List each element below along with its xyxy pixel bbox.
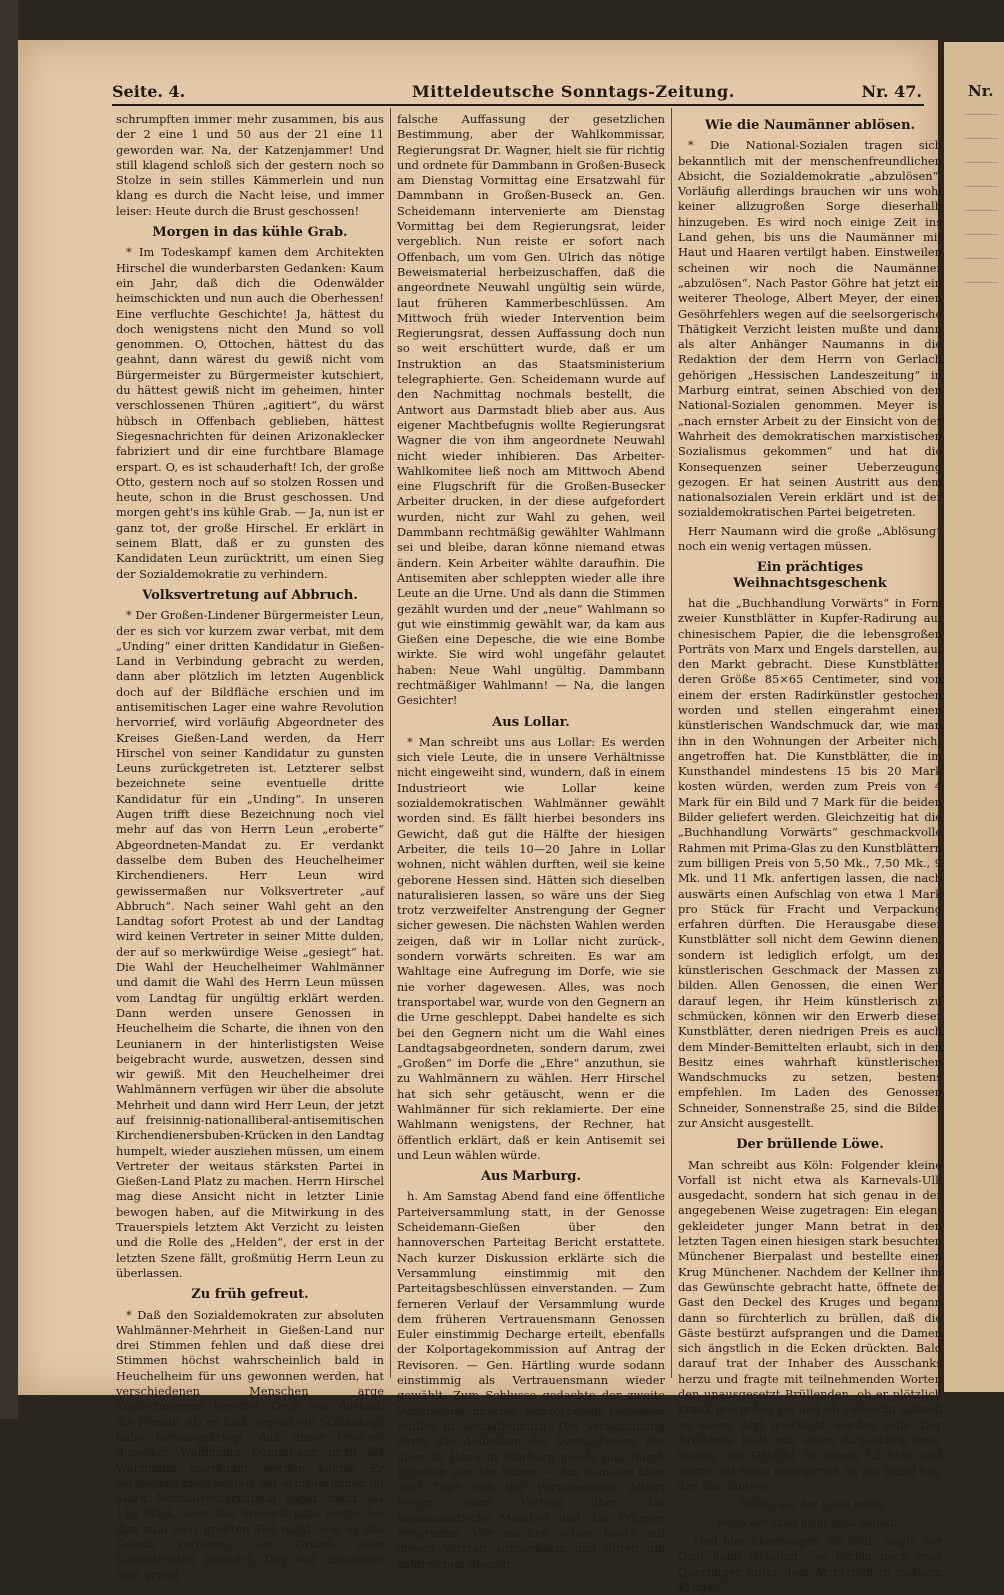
next-page-text-line	[964, 234, 998, 244]
next-page-text-line	[964, 282, 998, 292]
book-binding	[0, 0, 18, 1419]
article-text: hat die „Buchhandlung Vorwärts“ in Form zweier Kunstblätter in Kupfer-Radirung auf chinesischem Papier, die die lebensgroßen Porträts von Marx und Engels darstellen, auf den Markt gebracht. Diese Kunstblätter, deren Größe 85×65 Centimeter, sind von einem der ersten Radirkünstler gestochen worden und stellen eingerahmt einen künstlerischen Wandschmuck dar, wie man ihn in den Wohnungen der Arbeiter nicht angetroffen hat. Die Kunstblätter, die im Kunsthandel mindestens 15 bis 20 Mark kosten würden, werden zum Preis von 4 Mark für ein Bild und 7 Mark für die beiden Bilder geliefert werden. Gleichzeitig hat die „Buchhandlung Vorwärts“ geschmackvolle Rahmen mit Prima-Glas zu den Kunstblättern zum billigen Preis von 5,50 Mk., 7,50 Mk., 9 Mk. und 11 Mk. anfertigen lassen, die nach auswärts einen Aufschlag von etwa 1 Mark pro Stück für Fracht und Verpackung erfahren dürften. Die Herausgabe dieser Kunstblätter soll nicht dem Gewinn dienen, sondern ist lediglich erfolgt, um den künstlerischen Geschmack der Massen zu bilden. Allen Genossen, die einen Wert darauf legen, ihr Heim künstlerisch zu schmücken, können wir den Erwerb dieser Kunstblätter, deren niedrigen Preis es auch dem Minder-Bemittelten erlaubt, sich in den Besitz eines wahrhaft künstlerischen Wandschmucks zu setzen, bestens empfehlen. Im Laden des Genossen Schneider, Sonnenstraße 25, sind die Bilder zur Ansicht ausgestellt.	[678, 595, 942, 1130]
article-text: Herr Naumann wird die große „Ablösung“ noch ein wenig vertagen müssen.	[678, 523, 942, 554]
article-text: Man schreibt aus Köln: Folgender kleine Vorfall ist nicht etwa als Karnevals-Ulk ausgedacht, sondern hat sich genau in der angegebenen Weise zugetragen: Ein elegant gekleideter junger Mann betrat in den letzten Tagen einen hiesigen stark besuchten Münchener Bierpalast und bestellte einen Krug Münchener. Nachdem der Kellner ihm das Gewünschte gebracht hatte, öffnete der Gast den Deckel des Kruges und begann dann so fürchterlich zu brüllen, daß die Gäste bestürzt aufsprangen und die Damen sich ängstlich in die Ecken drückten. Bald darauf trat der Inhaber des Ausschanks herzu und fragte mit teilnehmenden Worten den unausgesetzt Brüllenden, ob er plötzlich krank geworden sei und ob vielleicht schnell zu einem Arzt geschickt werden solle. Der Brüllende hielt nun einen Augenblick inne, verzog das Gesicht zu einem Lächeln und zeigte auf einen Sinnspruch an der Wand hin, der also lautete:	[678, 1157, 942, 1493]
article-text: * Die National-Sozialen tragen sich bekanntlich mit der menschenfreundlichen Absicht, die Sozialdemokratie „abzulösen“. Vorläufig allerdings brauchen wir uns wohl keiner allzugroßen Sorge dieserhalb hinzugeben. Es wird noch einige Zeit ins Land gehen, bis uns die Naumänner mit Haut und Haaren vertilgt haben. Einstweilen scheinen wir noch die Naumänner „abzulösen“. Nach Pastor Göhre hat jetzt ein weiterer Theologe, Albert Meyer, der einen Gesöhrfehlers wegen auf die seelsorgerische Thätigkeit Verzicht leisten mußte und dann als alter Anhänger Naumanns in die Redaktion der dem Herrn von Gerlach gehörigen „Hessischen Landeszeitung“ in Marburg eintrat, seinen Abschied von den National-Sozialen genommen. Meyer ist „nach ernster Arbeit zu der Einsicht von der Wahrheit des demokratischen marxistischen Sozialismus gekommen“ und hat die Konsequenzen seiner Ueberzeugung gezogen. Er hat seinen Austritt aus dem nationalsozialen Verein erklärt und ist der sozialdemokratischen Partei beigetreten.	[678, 138, 942, 520]
next-page-text-line	[964, 138, 998, 148]
article-text: * Man schreibt uns aus Lollar: Es werden sich viele Leute, die in unsere Verhältnisse nicht eingeweiht sind, wundern, daß in einem Industrieort wie Lollar keine sozialdemokratischen Wahlmänner gewählt worden sind. Es fällt hierbei besonders ins Gewicht, daß gut die Hälfte der hiesigen Arbeiter, die teils 10—20 Jahre in Lollar wohnen, nicht wählen durften, weil sie keine geborene Hessen sind. Hätten sich dieselben naturalisieren lassen, so wäre uns der Sieg trotz verzweifelter Anstrengung der Gegner sicher gewesen. Die nächsten Wahlen werden zeigen, daß wir in Lollar nicht zurück-, sondern vorwärts schreiten. Es war am Wahltage eine Aufregung im Dorfe, wie sie nie vorher dagewesen. Alles, was noch transportabel war, wurde von den Gegnern an die Urne geschleppt. Dabei handelte es sich bei den Gegnern nicht um die Wahl eines Landtagsabgeordneten, sondern darum, zwei „Großen“ im Dorfe die „Ehre“ anzuthun, sie zu Wahlmännern zu wählen. Herr Hirschel hat sich sehr getäuscht, wenn er die Wahlmänner für sich reklamierte. Der eine Wahlmann wenigstens, der Rechner, hat öffentlich erklärt, daß er kein Antisemit sei und Leun wählen würde.	[397, 734, 665, 1162]
article-text: h. Am Samstag Abend fand eine öffentliche Parteiversammlung statt, in der Genosse Scheidemann-Gießen über den hannoverschen Parteitag Bericht erstattete. Nach kurzer Diskussion erklärte sich die Versammlung einstimmig mit den Parteitagsbeschlüssen einverstanden. — Zum ferneren Verlauf der Versammlung wurde dem früheren Vertrauensmann Genossen Euler einstimmig Decharge erteilt, ebenfalls der Kolportagekommission auf Antrag der Revisoren. — Gen. Härtling wurde sodann einstimmig als Vertrauensmann wieder gewählt. Zum Schlusse gedachte der zweite Vorsitzende unseres verstorbenen Genossen Müller in Aschaffenburg. Die Versammlung ehrte das Andenken des Verstorbenen, der über 40 Jahre in Marburg gelebt hat, durch Erheben von den Sitzen. — Am Samstag über acht Tage hält der Parteigenosse Albert Meyer einen Vortrag über das kommunistische Manifest und das Erfurter Programm. Wir machen schon heute auf diesen Vortrag aufmerksam und bitten um zahlreichen Besuch.	[397, 1189, 665, 1571]
column-divider	[671, 108, 672, 1378]
page-header	[112, 82, 922, 104]
column-divider	[390, 108, 391, 1378]
article-heading: Wie die Naumänner ablösen.	[704, 118, 916, 133]
article-heading: Aus Lollar.	[492, 714, 570, 730]
article-heading: Zu früh gefreut.	[191, 1287, 309, 1303]
page-label: Seite. 4.	[112, 82, 186, 101]
article-text: * Daß den Sozialdemokraten zur absoluten Wahlmänner-Mehrheit in Gießen-Land nur drei Stimmen fehlen und daß diese drei Stimmen höchst wahrscheinlich bald in Heuchelheim für uns gewonnen werden, hat verschiedenen Menschen arge Kopfschmerzen bereitet. Groß war deshalb die Freude, als es hieß, irgend ein Schlaukopf habe herausgekriegt, daß unser Großen-Busecker Wahlmann Dammbann nicht als Wahlmann anerkannt werden könne. Er versteuere zwar anstatt der erforderlichen 80 Mark Normalsteuerkapital sogar mehr als 110 Mark, aber das Steuerkapital werde bei ihm zum weit größten Teil nicht, wie es das Gesetz verlange, aus Grund- oder Kapitalrenten gebildet. Das war allerdings eine grund-	[116, 1307, 384, 1582]
column-1	[116, 112, 384, 1582]
article-heading: Der brüllende Löwe.	[736, 1137, 884, 1153]
article-heading: Aus Marburg.	[480, 1169, 582, 1185]
article-text: falsche Auffassung der gesetzlichen Bestimmung, aber der Wahlkommissar, Regierungsrat Dr. Wagner, hielt sie für richtig und ordnete für Dammbann in Großen-Buseck am Dienstag Vormittag eine Ersatzwahl für Dammbann in Großen-Buseck an. Gen. Scheidemann intervenierte am Dienstag Vormittag bei dem Regierungsrat, leider vergeblich. Nun reiste er sofort nach Offenbach, um vom Gen. Ulrich das nötige Beweismaterial herbeizuschaffen, daß die angeordnete Neuwahl ungültig sein würde, laut früheren Kammerbeschlüssen. Am Mittwoch früh wieder Intervention beim Regierungsrat, dessen Auffassung doch nun so weit erschüttert wurde, daß er um Instruktion an das Staatsministerium telegraphierte. Gen. Scheidemann wurde auf den Nachmittag nochmals bestellt, die Antwort aus Darmstadt blieb aber aus. Aus eigener Machtbefugnis wollte Regierungsrat Wagner die von ihm angeordnete Neuwahl nicht wieder inhibieren. Das Arbeiter-Wahlkomitee ließ noch am Mittwoch Abend eine Flugschrift für die Großen-Busecker Arbeiter drucken, in der diese aufgefordert wurden, nicht zur Wahl zu gehen, weil Dammbann rechtmäßig gewählter Wahlmann sei und bleibe, daran könne niemand etwas ändern. Kein Arbeiter wählte daraufhin. Die Antisemiten aber schleppten wieder alle ihre Leute an die Urne. Und als dann die Stimmen gezählt wurden und der „neue“ Wahlmann so gut wie einstimmig gewählt war, da kam aus Gießen eine Depesche, die wie eine Bombe wirkte. Sie wird wohl ungefähr gelautet haben: Neue Wahl ungültig. Dammbann rechtmäßiger Wahlmann! — Na, die langen Gesichter!	[397, 112, 665, 708]
paper-title: Mitteldeutsche Sonntags-Zeitung.	[412, 82, 735, 101]
article-text: * Im Todeskampf kamen dem Architekten Hirschel die wunderbarsten Gedanken: Kaum ein Jahr, daß dich die Odenwälder heimschickten und nun auch die Oberhessen! Eine verfluchte Geschichte! Ja, hättest du doch wenigstens nicht den Mund so voll genommen. O, Ottochen, hättest du das geahnt, dann wärest du gewiß nicht vom Bürgermeister zu Bürgermeister kutschiert, du hättest gewiß nicht im geheimen, hinter verschlossenen Thüren „agitiert“, du wärst hübsch in Offenbach geblieben, hättest Siegesnachrichten für deinen Arizonaklecker fabriziert und dir eine furchtbare Blamage erspart. O, es ist schauderhaft! Ich, der große Otto, gestern noch auf so stolzen Rossen und heute, schon in die Brust geschossen. Und morgen geht's ins kühle Grab. — Ja, nun ist er ganz tot, der große Hirschel. Er erklärt in seinem Blatt, daß er zu gunsten des Kandidaten Leun zurücktritt, um einen Sieg der Sozialdemokratie zu verhindern.	[116, 245, 384, 581]
article-text: „Und hier überzeugen Sie sich“, sagte der Gast dann lächelnd, „es fehlen noch zwei Querfinger unter dem Aichstrich in meinem Kruge!“	[678, 1534, 942, 1595]
article-heading: Ein prächtiges Weihnachtsgeschenk	[733, 560, 887, 591]
next-page-text-line	[964, 210, 998, 220]
verse-line: Wenn der Krug nicht ganz gefüllt!“	[716, 1517, 904, 1530]
next-page-text-line	[964, 114, 998, 124]
article-text: schrumpften immer mehr zusammen, bis aus der 2 eine 1 und 50 aus der 21 eine 11 geworden war. Na, der Katzenjammer! Und still klagend schloß sich der gestern noch so Stolze in sein stilles Kämmerlein und nun klang es durch die Nacht leise, und immer leiser: Heute durch die Brust geschossen!	[116, 112, 384, 218]
next-page-header: Nr.	[968, 82, 994, 100]
next-page-text-line	[964, 258, 998, 268]
article-heading: Morgen in das kühle Grab.	[152, 225, 348, 241]
verse-line: „Brülle, wie der Löwe brüllt,	[733, 1499, 887, 1512]
issue-number: Nr. 47.	[861, 82, 922, 101]
next-page-fragment	[940, 42, 1004, 1392]
article-text: * Der Großen-Lindener Bürgermeister Leun, der es sich vor kurzem zwar verbat, mit dem „Unding“ einer dritten Kandidatur in Gießen-Land in Verbindung gebracht zu werden, dann aber plötzlich im letzten Augenblick doch auf der Bildfläche erschien und im antisemitischen Lager eine wahre Revolution hervorrief, wird vorläufig Abgeordneter des Kreises Gießen-Land werden, da Herr Hirschel von seiner Kandidatur zu gunsten Leuns zurückgetreten ist. Letzterer selbst bezeichnete seine eventuelle dritte Kandidatur für ein „Unding“. In unseren Augen trifft diese Bezeichnung noch viel mehr auf das von Herrn Leun „eroberte“ Abgeordneten-Mandat zu. Er verdankt dasselbe dem Buben des Heuchelheimer Kirchendieners. Herr Leun wird gewissermaßen nur Volksvertreter „auf Abbruch“. Nach seiner Wahl geht an den Landtag sofort Protest ab und der Landtag wird keinen Vertreter in seiner Mitte dulden, der auf so merkwürdige Weise „gesiegt“ hat. Die Wahl der Heuchelheimer Wahlmänner und damit die Wahl des Herrn Leun müssen vom Landtag für ungültig erklärt werden. Dann werden unsere Genossen in Heuchelheim die Scharte, die ihnen von den Leunianern in der hinterlistigsten Weise beigebracht wurde, auswetzen, dessen sind wir gewiß. Mit den Heuchelheimer drei Wahlmännern verfügen wir über die absolute Mehrheit und dann wird Herr Leun, der jetzt auf freisinnig-nationalliberal-antisemitischen Kirchendienersbuben-Krücken in den Landtag humpelt, wieder ausziehen müssen, um einem Vertreter der weitaus stärksten Partei in Gießen-Land Platz zu machen. Herrn Hirschel mag diese Ansicht nicht in letzter Linie bewogen haben, auf die Mitwirkung in des Trauerspiels letztem Akt Verzicht zu leisten und die Rolle des „Helden“, der erst in der letzten Szene fällt, großmütig Herrn Leun zu überlassen.	[116, 608, 384, 1280]
column-2	[397, 112, 665, 1571]
header-rule	[112, 104, 924, 106]
article-heading: Volksvertretung auf Abbruch.	[142, 587, 358, 603]
next-page-text-line	[964, 162, 998, 172]
column-3	[678, 112, 942, 1595]
next-page-text-line	[964, 186, 998, 196]
